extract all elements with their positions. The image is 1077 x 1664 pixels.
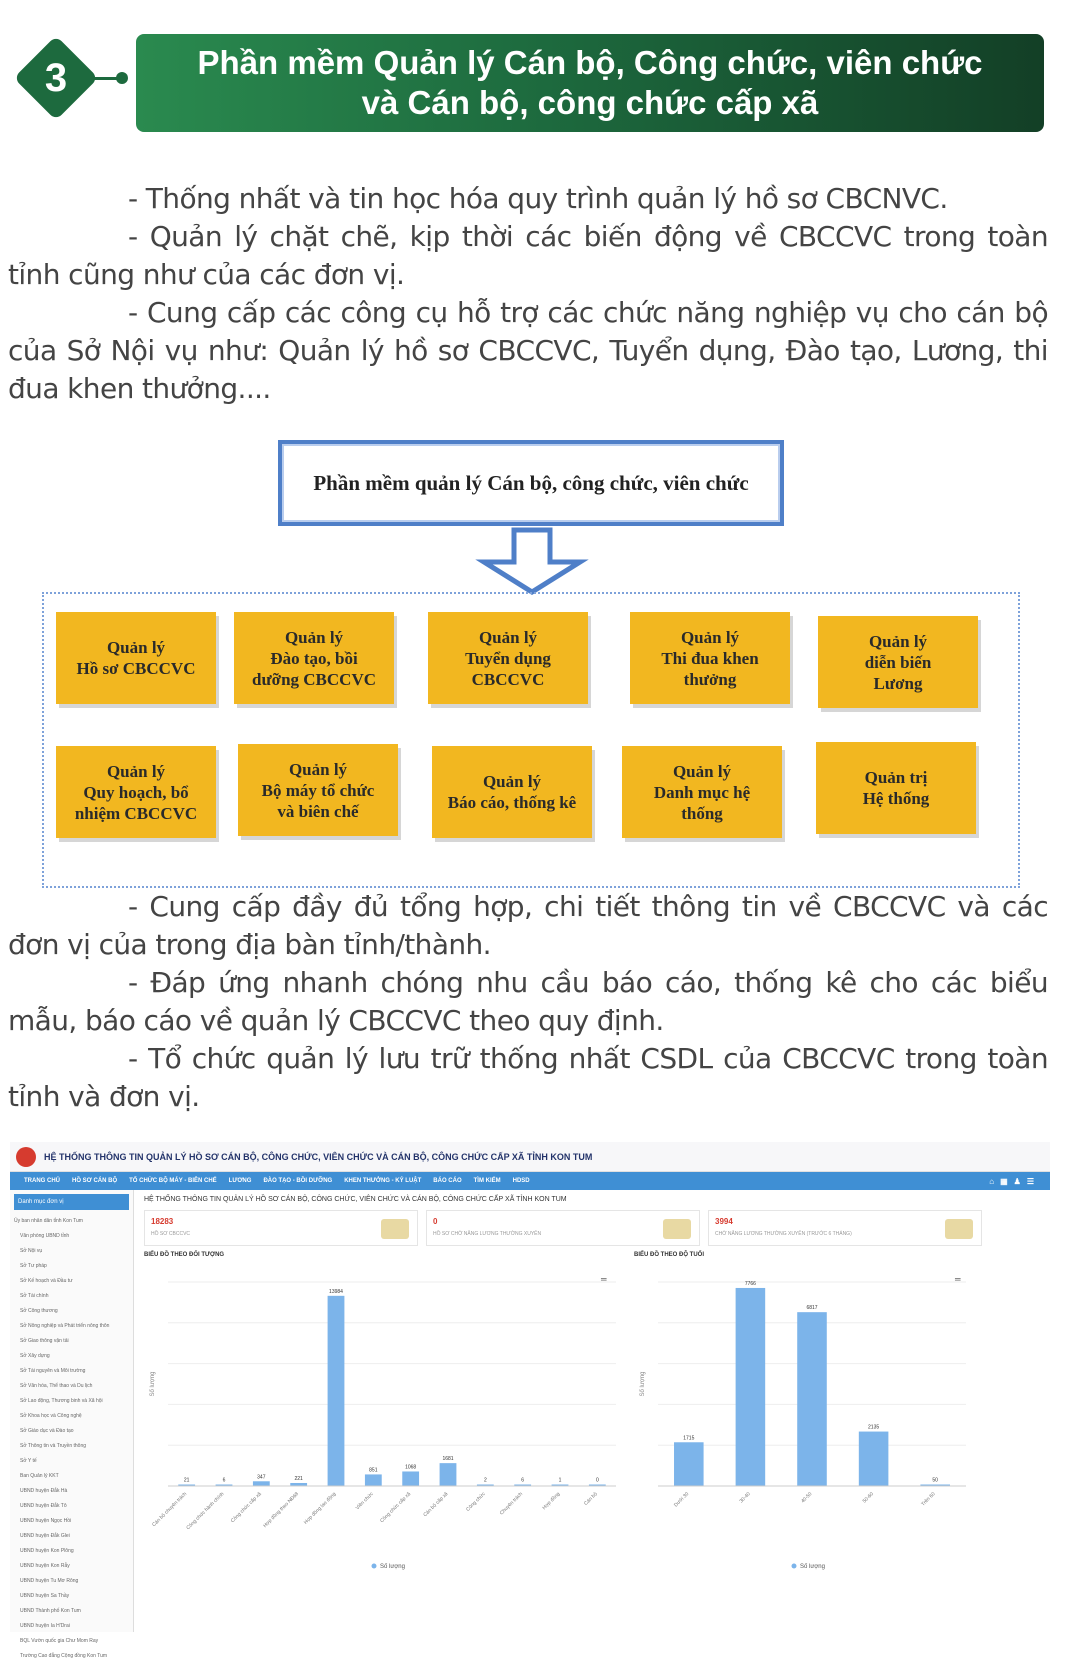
sidebar-item[interactable]: UBND huyện Ia H'Drai [20,1623,70,1629]
section-number: 3 [44,55,68,100]
data-label: 50 [932,1477,938,1484]
data-label: 1068 [405,1464,417,1471]
data-label: 21 [183,1477,190,1484]
connector-dot [116,72,128,84]
bar[interactable] [859,1432,889,1486]
nav-bao-cao[interactable]: BÁO CÁO [433,1178,462,1184]
sidebar-item[interactable]: UBND huyện Kon Plông [20,1548,74,1554]
module-thi-dua: Quản lý Thi đua khen thưởng [630,612,790,704]
stat-card-truoc-6-thang[interactable] [708,1210,982,1246]
sidebar-list [10,1214,133,1664]
category-label: Cán bộ [583,1491,599,1507]
nav-ho-so[interactable]: HỒ SƠ CÁN BỘ [72,1178,118,1184]
body-paragraph-3: - Tổ chức quản lý lưu trữ thống nhất CSDL của CBCCVC trong toàn tỉnh và đơn vị. [8,1042,1048,1113]
chart-title-do-tuoi: BIỂU ĐỒ THEO ĐỘ TUỔI [634,1252,705,1258]
section-number-badge [12,34,100,122]
title-banner [136,34,1044,132]
sidebar-item[interactable]: Sở Tài nguyên và Môi trường [20,1368,86,1374]
app-header [10,1142,1050,1172]
category-label: Viên chức [354,1491,375,1512]
nav-khen-thuong[interactable]: KHEN THƯỞNG - KỶ LUẬT [344,1178,422,1184]
sidebar-item[interactable]: Ủy ban nhân dân tỉnh Kon Tum [14,1218,83,1224]
data-label: 7766 [744,1280,756,1287]
module-quan-tri: Quản trị Hệ thống [816,742,976,834]
body-paragraph-2: - Đáp ứng nhanh chóng nhu cầu báo cáo, thống kê cho các biểu mẫu, báo cáo về quản lý CBCCVC theo quy định. [8,966,1048,1037]
sidebar-item[interactable]: UBND huyện Sa Thầy [20,1593,70,1599]
bar[interactable] [736,1288,766,1486]
category-label: Chuyên trách [498,1491,525,1517]
sidebar-item[interactable]: Sở Nông nghiệp và Phát triển nông thôn [20,1323,110,1329]
nav-to-chuc[interactable]: TỔ CHỨC BỘ MÁY - BIÊN CHẾ [129,1178,217,1184]
category-label: 50-60 [861,1491,876,1505]
nav-icons[interactable]: ⌂▦♟☰ [989,1176,1040,1186]
category-label: Cán bộ cấp xã [422,1491,450,1519]
data-label: 347 [257,1474,266,1481]
nav-home[interactable]: TRANG CHỦ [24,1178,60,1184]
data-label: 2 [483,1477,487,1484]
bar[interactable] [328,1296,345,1486]
sidebar-item[interactable]: UBND huyện Đắk Tô [20,1503,67,1509]
module-tuyen-dung: Quản lý Tuyển dụng CBCCVC [428,612,588,704]
legend-label: Số lượng [800,1564,825,1570]
stat-label: HỒ SƠ CBCCVC [151,1231,191,1237]
nav-luong[interactable]: LƯƠNG [228,1178,252,1184]
nav-tim-kiem[interactable]: TÌM KIẾM [473,1178,501,1184]
sidebar-header: Danh mục đơn vị [14,1194,129,1210]
module-quy-hoach: Quản lý Quy hoạch, bổ nhiệm CBCCVC [56,746,216,838]
y-axis-label: Số lượng [640,1371,646,1397]
category-label: Dưới 30 [673,1491,691,1509]
stat-label: HỒ SƠ CHỜ NÂNG LƯƠNG THƯỜNG XUYÊN [433,1231,542,1237]
chart-menu-icon[interactable]: ≡ [600,1276,608,1286]
category-label: Công chức cấp xã [379,1491,413,1525]
folder-icon [663,1219,691,1239]
category-label: 40-50 [800,1491,814,1505]
legend-label: Số lượng [380,1564,405,1570]
bar[interactable] [674,1442,704,1486]
software-screenshot [10,1142,1050,1659]
data-label: 13984 [329,1288,343,1295]
diagram-title-box [278,440,784,526]
sidebar-item[interactable]: Sở Xây dựng [20,1353,50,1359]
category-label: Công chức cấp xã [229,1491,263,1525]
category-label: Cán bộ chuyên trách [151,1491,189,1529]
intro-paragraph-3: - Cung cấp các công cụ hỗ trợ các chức năng nghiệp vụ cho cán bộ của Sở Nội vụ như: Quản lý hồ sơ CBCCVC, Tuyển dụng, Đào tạo, Lương, thi đua khen thưởng.... [8,296,1048,405]
category-label: Công chức [465,1491,487,1513]
bar[interactable] [402,1471,419,1486]
sidebar-item[interactable]: Sở Tư pháp [20,1263,47,1269]
sidebar-item[interactable]: UBND Thành phố Kon Tum [20,1608,81,1614]
stat-card-ho-so[interactable] [144,1210,418,1246]
data-label: 2135 [868,1424,880,1431]
sidebar-item[interactable]: UBND huyện Đắk Glei [20,1533,70,1539]
data-label: 0 [595,1477,599,1484]
title-line-1: Phần mềm Quản lý Cán bộ, Công chức, viên chức [197,44,983,81]
data-label: 1715 [683,1435,695,1442]
sidebar-item[interactable]: BQL Vườn quốc gia Chư Mom Ray [20,1638,99,1644]
module-ho-so: Quản lý Hồ sơ CBCCVC [56,612,216,704]
category-label: Công chức hành chính [185,1491,226,1532]
data-label: 6 [521,1477,525,1484]
stat-card-cho-nang-luong[interactable] [426,1210,700,1246]
app-navbar [10,1172,1050,1190]
sidebar-item[interactable]: Văn phòng UBND tỉnh [20,1233,70,1239]
y-axis-label: Số lượng [150,1371,156,1397]
folder-icon [945,1219,973,1239]
stat-value: 0 [433,1217,438,1226]
emblem-icon [16,1147,36,1167]
module-danh-muc: Quản lý Danh mục hệ thống [622,746,782,838]
category-label: 30-40 [738,1491,752,1505]
category-label: Hợp đồng theo NĐ68 [262,1491,301,1529]
diagram-title: Phần mềm quản lý Cán bộ, công chức, viên chức [313,470,749,495]
sidebar-item[interactable]: UBND huyện Kon Rẫy [20,1563,70,1569]
sidebar-item[interactable]: UBND huyện Đắk Hà [20,1488,68,1494]
body-paragraph-1: - Cung cấp đầy đủ tổng hợp, chi tiết thông tin về CBCCVC và các đơn vị của trong địa bàn tỉnh/thành. [8,890,1048,961]
module-luong: Quản lý diễn biến Lương [818,616,978,708]
data-label: 221 [294,1475,303,1482]
legend-marker [372,1564,377,1569]
intro-paragraph-2: - Quản lý chặt chẽ, kịp thời các biến động về CBCCVC trong toàn tỉnh cũng như của các đơn vị. [8,220,1048,291]
bar[interactable] [440,1463,457,1486]
module-bao-cao: Quản lý Báo cáo, thống kê [432,746,592,838]
sidebar-item[interactable]: Trường Cao đẳng Cộng đồng Kon Tum [20,1653,108,1659]
data-label: 6 [222,1477,226,1484]
app-title: HỆ THỐNG THÔNG TIN QUẢN LÝ HỒ SƠ CÁN BỘ, CÔNG CHỨC, VIÊN CHỨC VÀ CÁN BỘ, CÔNG CHỨC CẤP XÃ TỈNH KON TUM [44,1151,593,1162]
bar[interactable] [253,1481,270,1486]
sidebar-item[interactable]: Sở Lao động, Thương binh và Xã hội [20,1398,103,1404]
stat-label: CHỜ NÂNG LƯƠNG THƯỜNG XUYÊN (TRƯỚC 6 THÁNG) [715,1231,852,1237]
bar[interactable] [797,1312,827,1486]
data-label: 6817 [806,1305,818,1312]
legend-marker [792,1564,797,1569]
sidebar-item[interactable]: Sở Thông tin và Truyền thông [20,1443,87,1449]
sidebar-item[interactable]: Ban Quản lý KKT [20,1473,59,1479]
nav-dao-tao[interactable]: ĐÀO TẠO - BỒI DƯỠNG [263,1178,333,1184]
sidebar-item[interactable]: UBND huyện Ngọc Hồi [20,1518,72,1524]
nav-hdsd[interactable]: HDSD [512,1178,530,1184]
unit-sidebar [10,1190,134,1659]
module-dao-tao: Quản lý Đào tạo, bồi dưỡng CBCCVC [234,612,394,704]
sidebar-item[interactable]: Sở Khoa học và Công nghệ [20,1413,82,1419]
stat-value: 3994 [715,1217,733,1226]
sidebar-item[interactable]: Sở Kế hoạch và Đầu tư [20,1278,73,1284]
data-label: 851 [369,1467,378,1474]
main-title: HỆ THỐNG THÔNG TIN QUẢN LÝ HỒ SƠ CÁN BỘ, CÔNG CHỨC, VIÊN CHỨC VÀ CÁN BỘ, CÔNG CHỨC CẤP XÃ TỈNH KON TUM [144,1196,567,1203]
sidebar-item[interactable]: Sở Giao thông vận tải [20,1338,69,1344]
folder-icon [381,1219,409,1239]
chart-doi-tuong [144,1266,624,1586]
data-label: 1 [558,1477,562,1484]
data-label: 1681 [442,1456,454,1463]
category-label: Hợp đồng lao động [302,1491,338,1526]
module-bo-may: Quản lý Bộ máy tổ chức và biên chế [238,744,398,836]
intro-paragraph-1: - Thống nhất và tin học hóa quy trình quản lý hồ sơ CBCNVC. [128,182,948,215]
chart-title-doi-tuong: BIỂU ĐỒ THEO ĐỐI TƯỢNG [144,1252,225,1258]
sidebar-item[interactable]: UBND huyện Tu Mơ Rông [20,1578,79,1584]
title-line-2: và Cán bộ, công chức cấp xã [361,84,819,121]
sidebar-item[interactable]: Sở Văn hóa, Thể thao và Du lịch [20,1383,93,1389]
category-label: Trên 60 [920,1491,937,1508]
chart-menu-icon[interactable]: ≡ [954,1276,962,1286]
down-arrow-icon [480,528,584,594]
category-label: Hợp đồng [541,1491,562,1512]
chart-do-tuoi [634,1266,974,1586]
sidebar-item[interactable]: Sở Tài chính [20,1293,49,1299]
sidebar-item[interactable]: Sở Nội vụ [20,1248,43,1254]
stat-value: 18283 [151,1217,174,1226]
bar[interactable] [365,1474,382,1486]
sidebar-item[interactable]: Sở Y tế [20,1458,37,1464]
sidebar-item[interactable]: Sở Giáo dục và Đào tạo [20,1428,74,1434]
sidebar-item[interactable]: Sở Công thương [20,1308,58,1314]
